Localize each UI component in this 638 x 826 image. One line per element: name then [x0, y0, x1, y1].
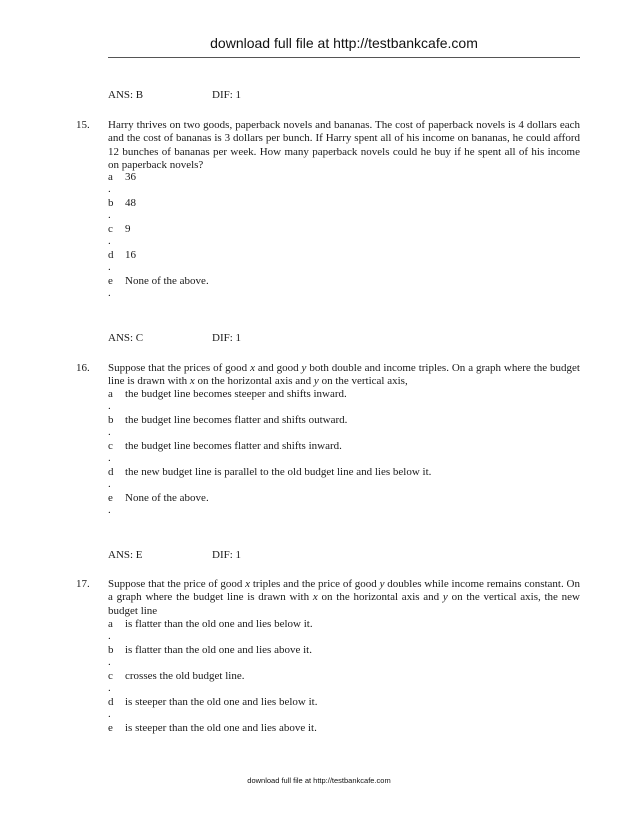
option-text: crosses the old budget line.	[125, 670, 245, 682]
option-text: is flatter than the old one and lies below it.	[125, 618, 313, 630]
option-letter: a	[108, 388, 113, 400]
option-b	[108, 197, 580, 210]
option-a	[108, 618, 580, 631]
question-text-part: Suppose that the prices of good	[108, 362, 251, 374]
option-letter: c	[108, 223, 113, 235]
option-text: the new budget line is parallel to the old budget line and lies below it.	[125, 466, 432, 478]
option-e	[108, 722, 580, 735]
option-letter: e	[108, 492, 113, 504]
variable-x: x	[245, 578, 251, 590]
option-a	[108, 171, 580, 184]
option-separator: .	[108, 235, 111, 247]
option-text: the budget line becomes steeper and shifts inward.	[125, 388, 347, 400]
question-number: 16.	[76, 362, 90, 374]
option-d	[108, 466, 580, 479]
answer-key: ANS: E	[108, 549, 143, 561]
option-separator: .	[108, 656, 111, 668]
option-text: is flatter than the old one and lies above it.	[125, 644, 312, 656]
variable-x: x	[189, 375, 195, 388]
option-a	[108, 388, 580, 401]
header-divider	[108, 57, 580, 58]
question-number: 17.	[76, 578, 90, 590]
question-text	[108, 578, 580, 618]
option-text: the budget line becomes flatter and shifts inward.	[125, 440, 342, 452]
option-letter: a	[108, 618, 113, 630]
option-text: 36	[125, 171, 136, 183]
question-text-part: doubles while income remains constant. On a graph where the budget line is drawn with	[108, 578, 580, 604]
variable-y: y	[379, 578, 385, 590]
answer-key: ANS: B	[108, 89, 144, 101]
option-separator: .	[108, 287, 111, 299]
question-text-part: on the horizontal axis and	[194, 375, 314, 388]
question-number: 15.	[76, 119, 90, 131]
answer-line	[108, 549, 242, 563]
question-text: Harry thrives on two goods, paperback novels and bananas. The cost of paperback novels is 4 dollars each and the cost of bananas is 3 dollars per bunch. If Harry spent all of his income on bananas, he could afford 12 bunches of bananas per week. How many paperback novels could he buy if he spent all of his income on paperback novels?	[108, 119, 580, 172]
option-separator: .	[108, 630, 111, 642]
question-text-part: on the vertical axis,	[318, 375, 408, 388]
option-c	[108, 223, 580, 236]
option-text: None of the above.	[125, 275, 209, 287]
option-separator: .	[108, 400, 111, 412]
option-letter: c	[108, 440, 113, 452]
difficulty: DIF: 1	[212, 549, 242, 561]
question-text-part: on the horizontal axis and	[317, 591, 443, 604]
option-separator: .	[108, 209, 111, 221]
option-d	[108, 696, 580, 709]
question-text-part: both double and income triples. On a graph where the budget line is drawn with	[108, 362, 580, 388]
variable-y: y	[313, 375, 319, 388]
difficulty: DIF: 1	[212, 89, 242, 101]
option-letter: d	[108, 466, 114, 478]
option-separator: .	[108, 478, 111, 490]
variable-y: y	[442, 591, 448, 604]
option-b	[108, 414, 580, 427]
option-letter: b	[108, 644, 114, 656]
option-text: 48	[125, 197, 136, 209]
option-separator: .	[108, 261, 111, 273]
option-letter: c	[108, 670, 113, 682]
answer-line	[108, 89, 242, 103]
difficulty: DIF: 1	[212, 332, 242, 344]
option-separator: .	[108, 504, 111, 516]
option-text: 9	[125, 223, 131, 235]
question-text-part: Suppose that the price of good	[108, 578, 246, 590]
option-separator: .	[108, 708, 111, 720]
option-c	[108, 440, 580, 453]
options-list	[108, 388, 580, 518]
option-letter: d	[108, 249, 114, 261]
option-separator: .	[108, 183, 111, 195]
variable-x: x	[250, 362, 255, 374]
option-letter: d	[108, 696, 114, 708]
page-footer: download full file at http://testbankcafe.com	[247, 776, 391, 785]
options-list	[108, 171, 580, 301]
option-text: is steeper than the old one and lies below it.	[125, 696, 318, 708]
option-letter: e	[108, 722, 113, 734]
option-e	[108, 492, 580, 505]
page-header: download full file at http://testbankcafe.com	[210, 35, 478, 51]
option-text: the budget line becomes flatter and shifts outward.	[125, 414, 348, 426]
option-separator: .	[108, 682, 111, 694]
answer-key: ANS: C	[108, 332, 144, 344]
question-text-part: on the vertical axis, the new budget line	[108, 591, 580, 617]
option-letter: b	[108, 197, 114, 209]
option-letter: e	[108, 275, 113, 287]
option-separator: .	[108, 452, 111, 464]
answer-line	[108, 332, 242, 346]
option-b	[108, 644, 580, 657]
question-text	[108, 362, 580, 389]
question-text-part: and good	[254, 362, 302, 374]
option-text: is steeper than the old one and lies above it.	[125, 722, 317, 734]
option-letter: b	[108, 414, 114, 426]
option-d	[108, 249, 580, 262]
option-text: 16	[125, 249, 136, 261]
option-letter: a	[108, 171, 113, 183]
variable-x: x	[312, 591, 318, 604]
variable-y: y	[301, 362, 307, 374]
option-separator: .	[108, 426, 111, 438]
options-list	[108, 618, 580, 735]
option-e	[108, 275, 580, 288]
option-text: None of the above.	[125, 492, 209, 504]
option-c	[108, 670, 580, 683]
question-text-part: triples and the price of good	[250, 578, 380, 590]
